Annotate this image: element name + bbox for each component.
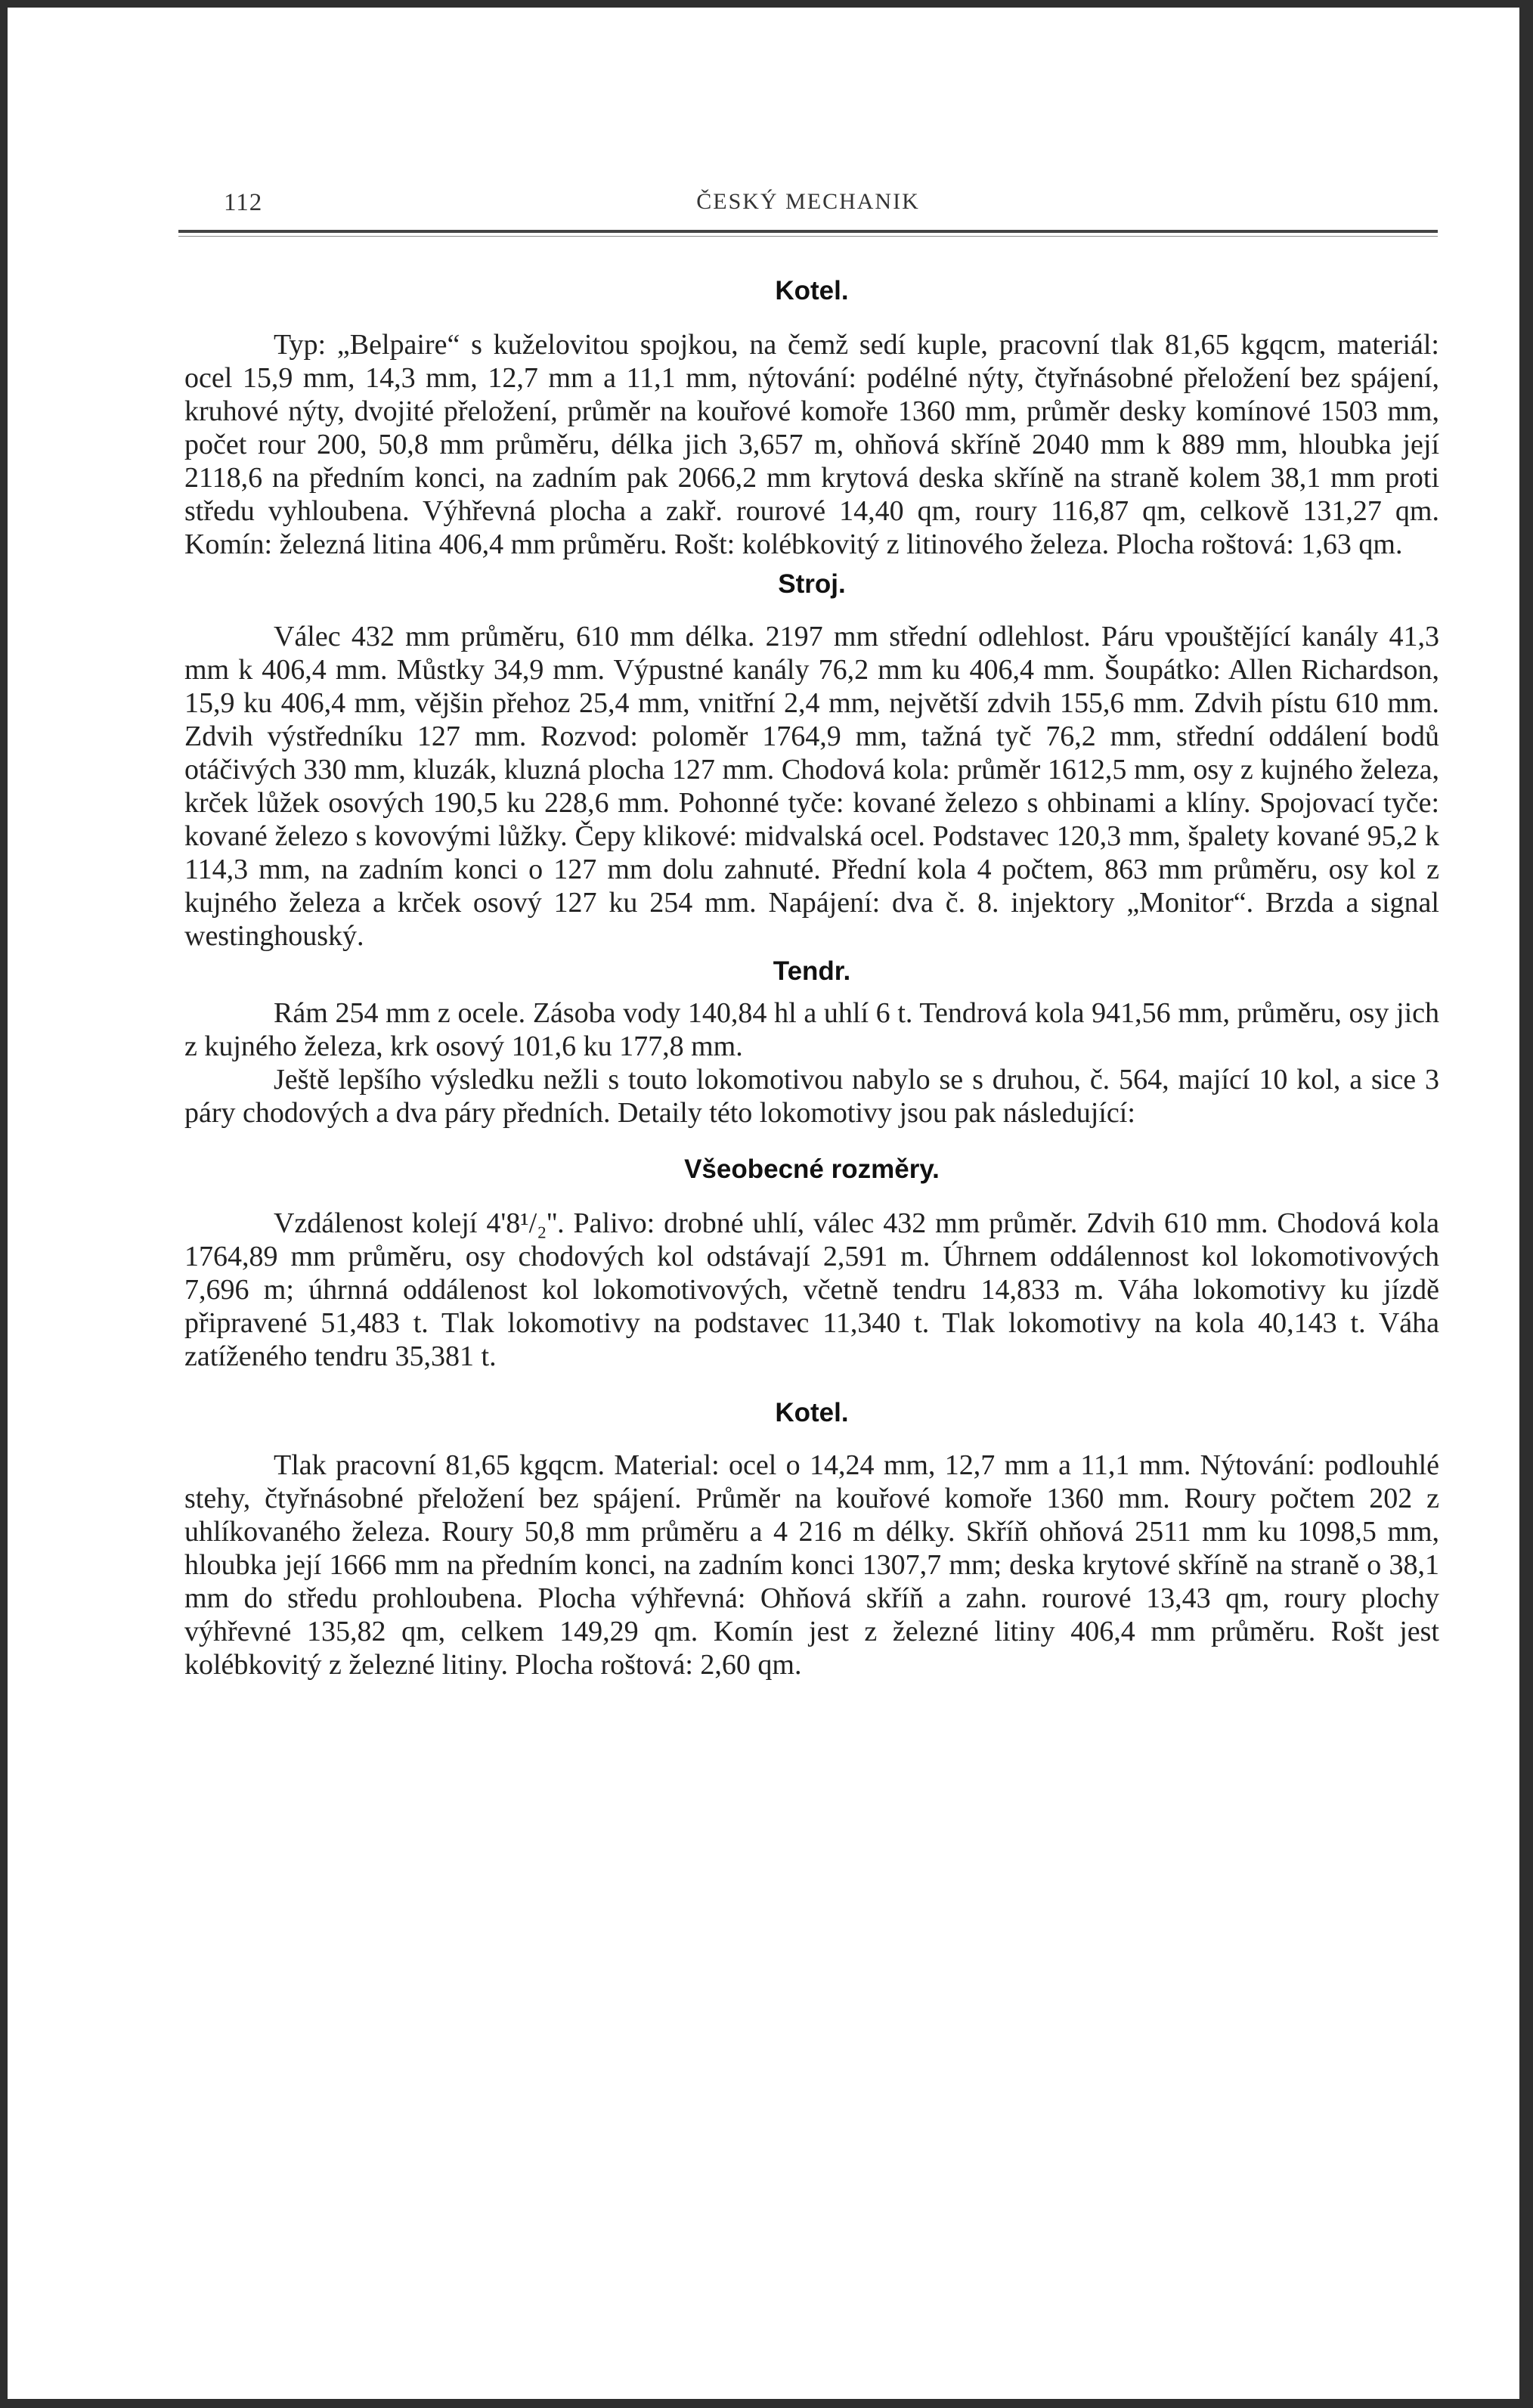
paragraph-stroj-specs: Válec 432 mm průměru, 610 mm délka. 2197 mm střední odlehlost. Páru vpouštějící kanály 41,3 mm k 406,4 mm. Můstky 34,9 mm. Výpustné kanály 76,2 mm ku 406,4 mm. Šoupátko: Allen Richardson, 15,9 ku 406,4 mm, vějšin přehoz 25,4 mm, vnitřní 2,4 mm, největší zdvih 155,6 mm. Zdvih pístu 610 mm. Zdvih výstředníku 127 mm. Rozvod: poloměr 1764,9 mm, tažná tyč 76,2 mm, střední oddálení bodů otáčivých 330 mm, kluzák, kluzná plocha 127 mm. Chodová kola: průměr 1612,5 mm, osy z kujného železa, krček lůžek osových 190,5 ku 228,6 mm. Pohonné tyče: kované železo s ohbinami a klíny. Spojovací tyče: kované železo s kovovými lůžky. Čepy klikové: midvalská ocel. Podstavec 120,3 mm, špalety kované 95,2 k 114,3 mm, na zadním konci o 127 mm dolu zahnuté. Přední kola 4 počtem, 863 mm průměru, osy kol z kujného železa a krček osový 127 ku 254 mm. Napájení: dva č. 8. injektory „Monitor“. Brzda a signal westinghouský. bbox=[184, 621, 1439, 952]
page bbox=[8, 8, 1519, 2399]
header-rule-thick bbox=[178, 230, 1438, 233]
paragraph-kotel-specs: Typ: „Belpaire“ s kuželovitou spojkou, na čemž sedí kuple, pracovní tlak 81,65 kgqcm, materiál: ocel 15,9 mm, 14,3 mm, 12,7 mm a 11,1 mm, nýtování: podélné nýty, čtyřnásobné přeložení bez spájení, kruhové nýty, dvojité přeložení, průměr na kouřové komoře 1360 mm, průměr desky komínové 1503 mm, počet rour 200, 50,8 mm průměru, délka jich 3,657 m, ohňová skříně 2040 mm k 889 mm, hloubka její 2118,6 na předním konci, na zadním pak 2066,2 mm krytová deska skříně na straně kolem 38,1 mm proti středu vyhloubena. Výhřevná plocha a zakř. rourové 14,40 qm, roury 116,87 qm, celkově 131,27 qm. Komín: železná litina 406,4 mm průměru. Rošt: kolébkovitý z litinového železa. Plocha roštová: 1,63 qm. bbox=[184, 329, 1439, 560]
section-heading-tendr: Tendr. bbox=[773, 956, 851, 986]
section-heading-kotel-2: Kotel. bbox=[775, 1398, 849, 1427]
paragraph-tendr-specs: Rám 254 mm z ocele. Zásoba vody 140,84 hl a uhlí 6 t. Tendrová kola 941,56 mm, průměru, osy jich z kujného železa, krk osový 101,6 ku 177,8 mm. bbox=[184, 997, 1439, 1062]
section-heading-stroj: Stroj. bbox=[778, 569, 846, 599]
section-heading-vseobecne-rozmery: Všeobecné rozměry. bbox=[684, 1154, 940, 1184]
article-body bbox=[184, 274, 1439, 1681]
page-number: 112 bbox=[224, 189, 263, 216]
header-rule-thin bbox=[178, 236, 1438, 237]
paragraph-kotel-2-specs: Tlak pracovní 81,65 kgqcm. Material: ocel o 14,24 mm, 12,7 mm a 11,1 mm. Nýtování: podlouhlé stehy, čtyřnásobné přeložení bez spájení. Průměr na kouřové komoře 1360 mm. Roury počtem 202 z uhlíkovaného železa. Roury 50,8 mm průměru a 4 216 m délky. Skříň ohňová 2511 mm ku 1098,5 mm, hloubka její 1666 mm na předním konci, na zadním konci 1307,7 mm; deska krytové skříně na straně o 38,1 mm do středu prohloubena. Plocha výhřevná: Ohňová skříň a zahn. rourové 13,43 qm, roury plochy výhřevné 135,82 qm, celkem 149,29 qm. Komín jest z železné litiny 406,4 mm průměru. Rošt jest kolébkovitý z železné litiny. Plocha roštová: 2,60 qm. bbox=[184, 1449, 1439, 1681]
section-heading-kotel: Kotel. bbox=[775, 276, 849, 305]
paragraph-general-dimensions: Vzdálenost kolejí 4'8¹/₂''. Palivo: drobné uhlí, válec 432 mm průměr. Zdvih 610 mm. Chodová kola 1764,89 mm průměru, osy chodových kol odstávají 2,591 m. Úhrnem oddálennost kol lokomotivových 7,696 m; úhrnná oddálenost kol lokomotivových, včetně tendru 14,833 m. Váha lokomotivy ku jízdě připravené 51,483 t. Tlak lokomotivy na podstavec 11,340 t. Tlak lokomotivy na kola 40,143 t. Váha zatíženého tendru 35,381 t. bbox=[184, 1207, 1439, 1372]
page-header bbox=[178, 189, 1438, 227]
journal-title: ČESKÝ MECHANIK bbox=[696, 189, 920, 214]
paragraph-second-locomotive: Ještě lepšího výsledku nežli s touto lokomotivou nabylo se s druhou, č. 564, mající 10 kol, a sice 3 páry chodových a dva páry předních. Detaily této lokomotivy jsou pak následující: bbox=[184, 1064, 1439, 1129]
